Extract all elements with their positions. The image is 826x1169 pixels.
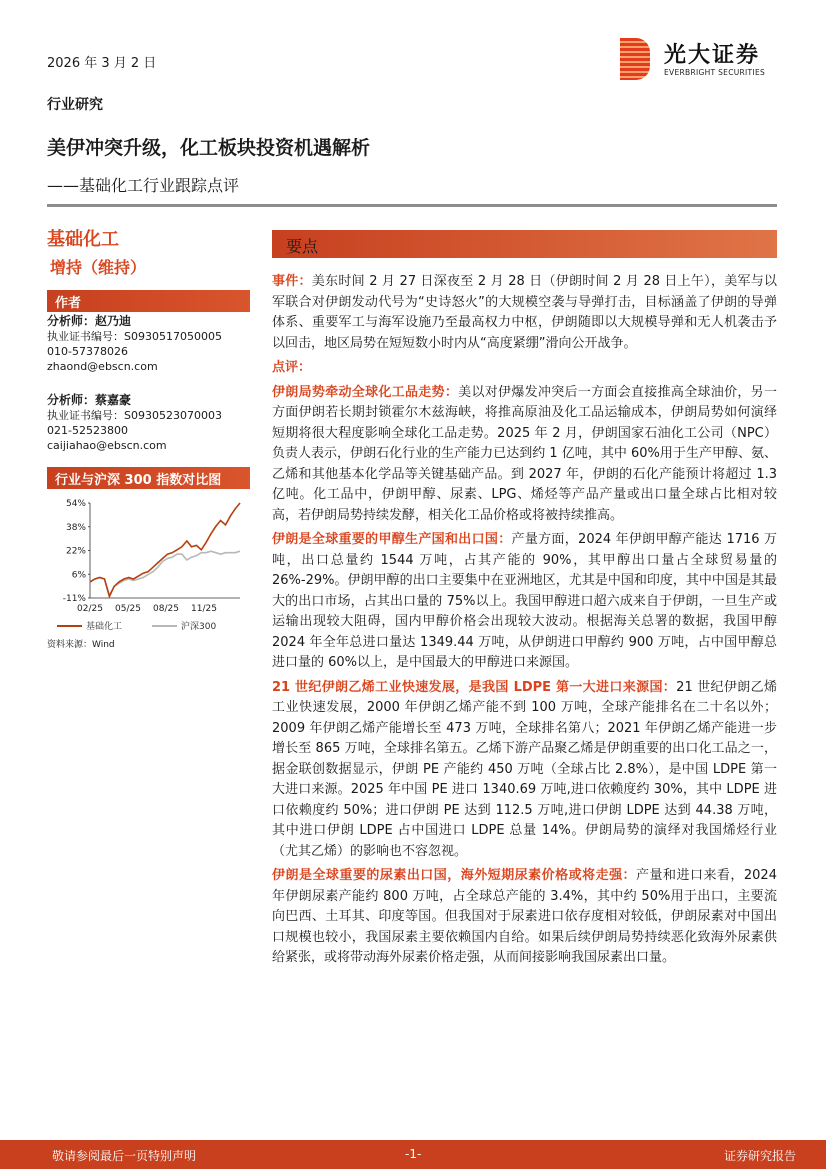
legend-label: 沪深300: [181, 622, 217, 632]
rating: 增持（维持）: [50, 258, 147, 277]
index-comparison-chart: [47, 495, 250, 635]
paragraph-lead: 21 世纪伊朗乙烯工业快速发展，是我国 LDPE 第一大进口来源国：: [272, 679, 677, 695]
report-title: 美伊冲突升级，化工板块投资机遇解析: [47, 137, 371, 159]
y-tick-label: 54%: [65, 499, 86, 509]
paragraph-lead: 伊朗局势牵动全球化工品走势：: [272, 384, 459, 400]
legend-label: 基础化工: [86, 622, 123, 632]
paragraph-text: 21 世纪伊朗乙烯工业快速发展，2000 年伊朗乙烯产能不到 100 万吨，全球产能排名在二十名以外；2009 年伊朗乙烯产能增长至 473 万吨，全球排名第八；2021 年伊朗乙烯产能进一步增长至 865 万吨，全球排名第五。乙烯下游产品聚乙烯是伊朗重要的出口化工品之一，据金联创数据显示，伊朗 PE 产能约 450 万吨（全球占比 2.8%），是中国 LDPE 第一大进口来源。2025 年中国 PE 进口 1340.69 万吨,进口依赖度约 30%，其中 LDPE 进口依赖度约 50%；进口伊朗 PE 达到 112.5 万吨,进口伊朗 LDPE 达到 44.38 万吨，其中进口伊朗 LDPE 占中国进口 LDPE 总量 14%。伊朗局势的演绎对我国烯烃行业（尤其乙烯）的影响也不容忽视。: [272, 679, 777, 859]
comment-paragraph: [272, 678, 777, 863]
footer-report-type: 证券研究报告: [723, 1149, 796, 1163]
analyst-1: [47, 314, 222, 374]
paragraph-text: 产量和进口来看，2024 年伊朗尿素产能约 800 万吨，占全球总产能的 3.4%，其中约 50%用于出口，主要流向巴西、土耳其、印度等国。但我国对于尿素进口依存度相对较低，伊朗尿素对中国出口规模也较小，我国尿素主要依赖国内自给。如果后续伊朗局势持续恶化致海外尿素供给紧张，或将带动海外尿素价格走强，从而间接影响我国尿素出口量。: [272, 868, 777, 965]
analyst-email[interactable]: zhaond@ebscn.com: [47, 360, 158, 373]
comment-label: 点评：: [272, 360, 312, 375]
logo-en-text: EVERBRIGHT SECURITIES: [664, 68, 766, 77]
y-tick-label: 38%: [65, 522, 86, 533]
event-paragraph: [272, 272, 777, 354]
chart-source: 资料来源：Wind: [47, 640, 115, 650]
paragraph-text: 美以对伊爆发冲突后一方面会直接推高全球油价，另一方面伊朗若长期封锁霍尔木兹海峡，将推高原油及化工品运输成本，伊朗局势如何演绎短期将很大程度影响全球化工品走势。2025 年 2 月，伊朗国家石油化工公司（NPC）负责人表示，伊朗石化行业的生产能力已达到约 1 亿吨，其中 60%用于生产甲醇、氨、乙烯和其他基本化学品等关键基础产品。到 2027 年，伊朗的石化产能预计将超过 1.3 亿吨。化工品中，伊朗甲醇、尿素、LPG、烯烃等产品产量或出口量全球占比相对较高，若伊朗局势持续发酵，相关化工品价格或将被持续推高。: [272, 384, 777, 523]
report-date: 2026 年 3 月 2 日: [47, 56, 157, 71]
everbright-logo: [620, 38, 780, 82]
analyst-email[interactable]: caijiahao@ebscn.com: [47, 439, 167, 452]
analyst-2: [47, 393, 222, 453]
main-body: [272, 272, 777, 973]
analyst-license: 执业证书编号：S0930517050005: [47, 330, 222, 343]
logo-cn-text: 光大证券: [664, 43, 761, 68]
logo-mark-icon: [620, 38, 650, 80]
chart-header: 行业与沪深 300 指数对比图: [47, 467, 250, 489]
y-tick-label: 6%: [71, 570, 86, 581]
x-tick-label: 11/25: [191, 604, 217, 614]
report-category: 行业研究: [47, 97, 103, 113]
industry-name: 基础化工: [47, 229, 119, 250]
paragraph-text: 产量方面，2024 年伊朗甲醇产能达 1716 万吨，出口总量约 1544 万吨，占其产能的 90%，其甲醇出口量占全球贸易量的 26%-29%。伊朗甲醇的出口主要集中在亚洲地区，尤其是中国和印度，其中中国是其最大的出口市场，占其出口量的 75%以上。我国甲醇进口超六成来自于伊朗，一旦生产或运输出现较大阻碍，国内甲醇价格会出现较大波动。根据海关总署的数据，我国甲醇 2024 年全年总进口量达 1349.44 万吨，从伊朗进口甲醇约 900 万吨，占中国甲醇总进口量的 60%以上，是中国最大的甲醇进口来源国。: [272, 532, 777, 670]
event-label: 事件：: [272, 274, 312, 289]
event-text: 美东时间 2 月 27 日深夜至 2 月 28 日（伊朗时间 2 月 28 日上午），美军与以军联合对伊朗发动代号为“史诗怒火”的大规模空袭与导弹打击，目标涵盖了伊朗的导弹体系、重要军工与海军设施乃至最高权力中枢，伊朗随即以大规模导弹和无人机袭击予以回击，地区局势在短短数小时内从“高度紧绷”滑向公开战争。: [272, 274, 777, 351]
report-subtitle: ——基础化工行业跟踪点评: [47, 176, 240, 195]
paragraph-lead: 伊朗是全球重要的甲醇生产国和出口国：: [272, 532, 512, 547]
footer-bar: [0, 1140, 826, 1169]
series-line-基础化工: [90, 503, 240, 597]
analyst-name: 分析师：蔡嘉豪: [47, 393, 132, 407]
comment-paragraph: [272, 530, 777, 674]
comment-paragraph: [272, 383, 777, 527]
analyst-name: 分析师：赵乃迪: [47, 314, 132, 328]
comment-paragraph: [272, 866, 777, 969]
header-divider: [47, 204, 777, 207]
authors-header: 作者: [47, 290, 250, 312]
y-tick-label: -11%: [62, 594, 86, 604]
key-points-header: 要点: [272, 230, 777, 258]
x-tick-label: 02/25: [77, 604, 103, 614]
analyst-license: 执业证书编号：S0930523070003: [47, 409, 222, 422]
page-number: -1-: [405, 1147, 422, 1161]
y-tick-label: 22%: [65, 546, 86, 557]
footer-disclaimer[interactable]: 敬请参阅最后一页特别声明: [52, 1149, 197, 1163]
x-tick-label: 08/25: [153, 604, 179, 614]
x-tick-label: 05/25: [115, 604, 141, 614]
analyst-phone: 010-57378026: [47, 345, 128, 358]
paragraph-lead: 伊朗是全球重要的尿素出口国，海外短期尿素价格或将走强：: [272, 868, 637, 883]
analyst-phone: 021-52523800: [47, 424, 128, 437]
